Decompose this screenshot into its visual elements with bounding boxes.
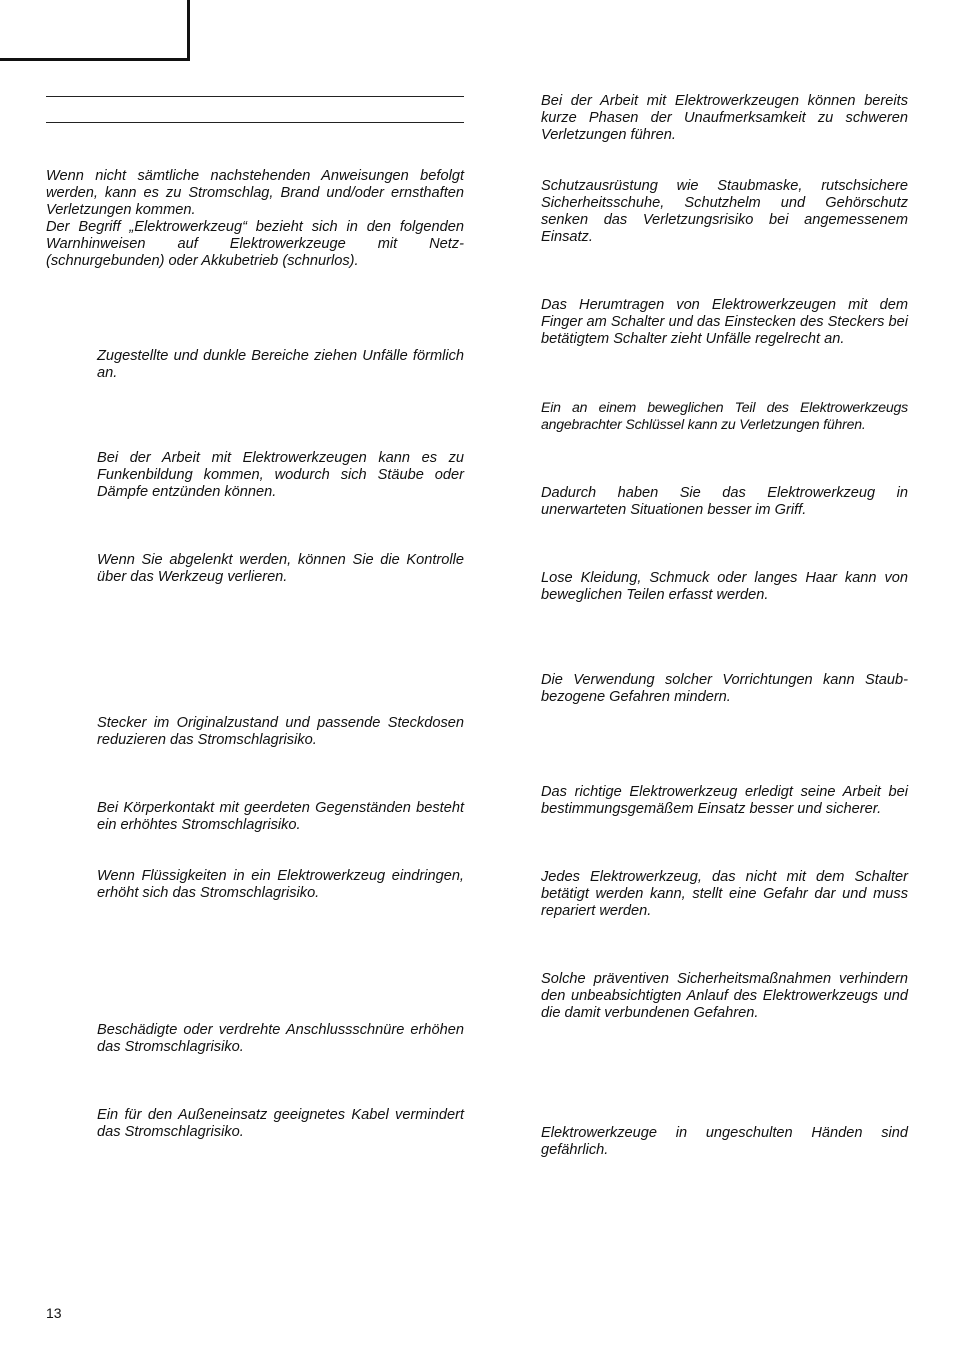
page-corner-tab <box>0 0 190 61</box>
left-note-8: Ein für den Außeneinsatz geeignetes Kabel vermindert das Stromschlagrisiko. <box>97 1107 464 1140</box>
header-rule-top <box>46 96 464 97</box>
right-note-2: Schutzausrüstung wie Staubmaske, rutschsichere Sicherheitsschuhe, Schutzhelm und Gehörschutz senken das Verletzungsrisiko bei angemessenem Einsatz. <box>541 178 908 245</box>
right-note-5: Dadurch haben Sie das Elektrowerkzeug in unerwarteten Situationen besser im Griff. <box>541 485 908 518</box>
right-note-7: Die Verwendung solcher Vorrichtungen kann Staub-bezogene Gefahren mindern. <box>541 672 908 705</box>
right-note-4: Ein an einem beweglichen Teil des Elektrowerkzeugs angebrachter Schlüssel kann zu Verletzungen führen. <box>541 399 908 432</box>
right-note-1: Bei der Arbeit mit Elektrowerkzeugen können bereits kurze Phasen der Unaufmerksamkeit zu schweren Verletzungen führen. <box>541 93 908 143</box>
page-number: 13 <box>46 1305 62 1321</box>
intro-text-2: Der Begriff „Elektrowerkzeug“ bezieht sich in den folgenden Warnhinweisen auf Elektrowerkzeuge mit Netz- (schnurgebunden) oder Akkubetrieb (schnurlos). <box>46 219 464 269</box>
intro-paragraph-warning <box>46 168 464 270</box>
left-note-5: Bei Körperkontakt mit geerdeten Gegenständen besteht ein erhöhtes Stromschlagrisiko. <box>97 800 464 833</box>
header-rule-bottom <box>46 122 464 123</box>
left-note-7: Beschädigte oder verdrehte Anschlussschnüre erhöhen das Stromschlagrisiko. <box>97 1022 464 1055</box>
left-note-4: Stecker im Originalzustand und passende Steckdosen reduzieren das Stromschlagrisiko. <box>97 715 464 748</box>
left-note-6: Wenn Flüssigkeiten in ein Elektrowerkzeug eindringen, erhöht sich das Stromschlagrisiko. <box>97 868 464 901</box>
left-note-2: Bei der Arbeit mit Elektrowerkzeugen kann es zu Funkenbildung kommen, wodurch sich Stäube oder Dämpfe entzünden können. <box>97 450 464 500</box>
right-note-10: Solche präventiven Sicherheitsmaßnahmen verhindern den unbeabsichtigten Anlauf des Elektrowerkzeugs und die damit verbundenen Gefahren. <box>541 971 908 1021</box>
right-note-6: Lose Kleidung, Schmuck oder langes Haar kann von beweglichen Teilen erfasst werden. <box>541 570 908 603</box>
right-note-11: Elektrowerkzeuge in ungeschulten Händen sind gefährlich. <box>541 1125 908 1158</box>
right-note-9: Jedes Elektrowerkzeug, das nicht mit dem Schalter betätigt werden kann, stellt eine Gefahr dar und muss repariert werden. <box>541 869 908 919</box>
intro-text-1: Wenn nicht sämtliche nachstehenden Anweisungen befolgt werden, kann es zu Stromschlag, Brand und/oder ernsthaften Verletzungen kommen. <box>46 168 464 218</box>
left-note-1: Zugestellte und dunkle Bereiche ziehen Unfälle förmlich an. <box>97 348 464 381</box>
left-note-3: Wenn Sie abgelenkt werden, können Sie die Kontrolle über das Werkzeug verlieren. <box>97 552 464 585</box>
right-note-8: Das richtige Elektrowerkzeug erledigt seine Arbeit bei bestimmungsgemäßem Einsatz besser und sicherer. <box>541 784 908 817</box>
right-note-3: Das Herumtragen von Elektrowerkzeugen mit dem Finger am Schalter und das Einstecken des Steckers bei betätigtem Schalter zieht Unfälle regelrecht an. <box>541 297 908 347</box>
